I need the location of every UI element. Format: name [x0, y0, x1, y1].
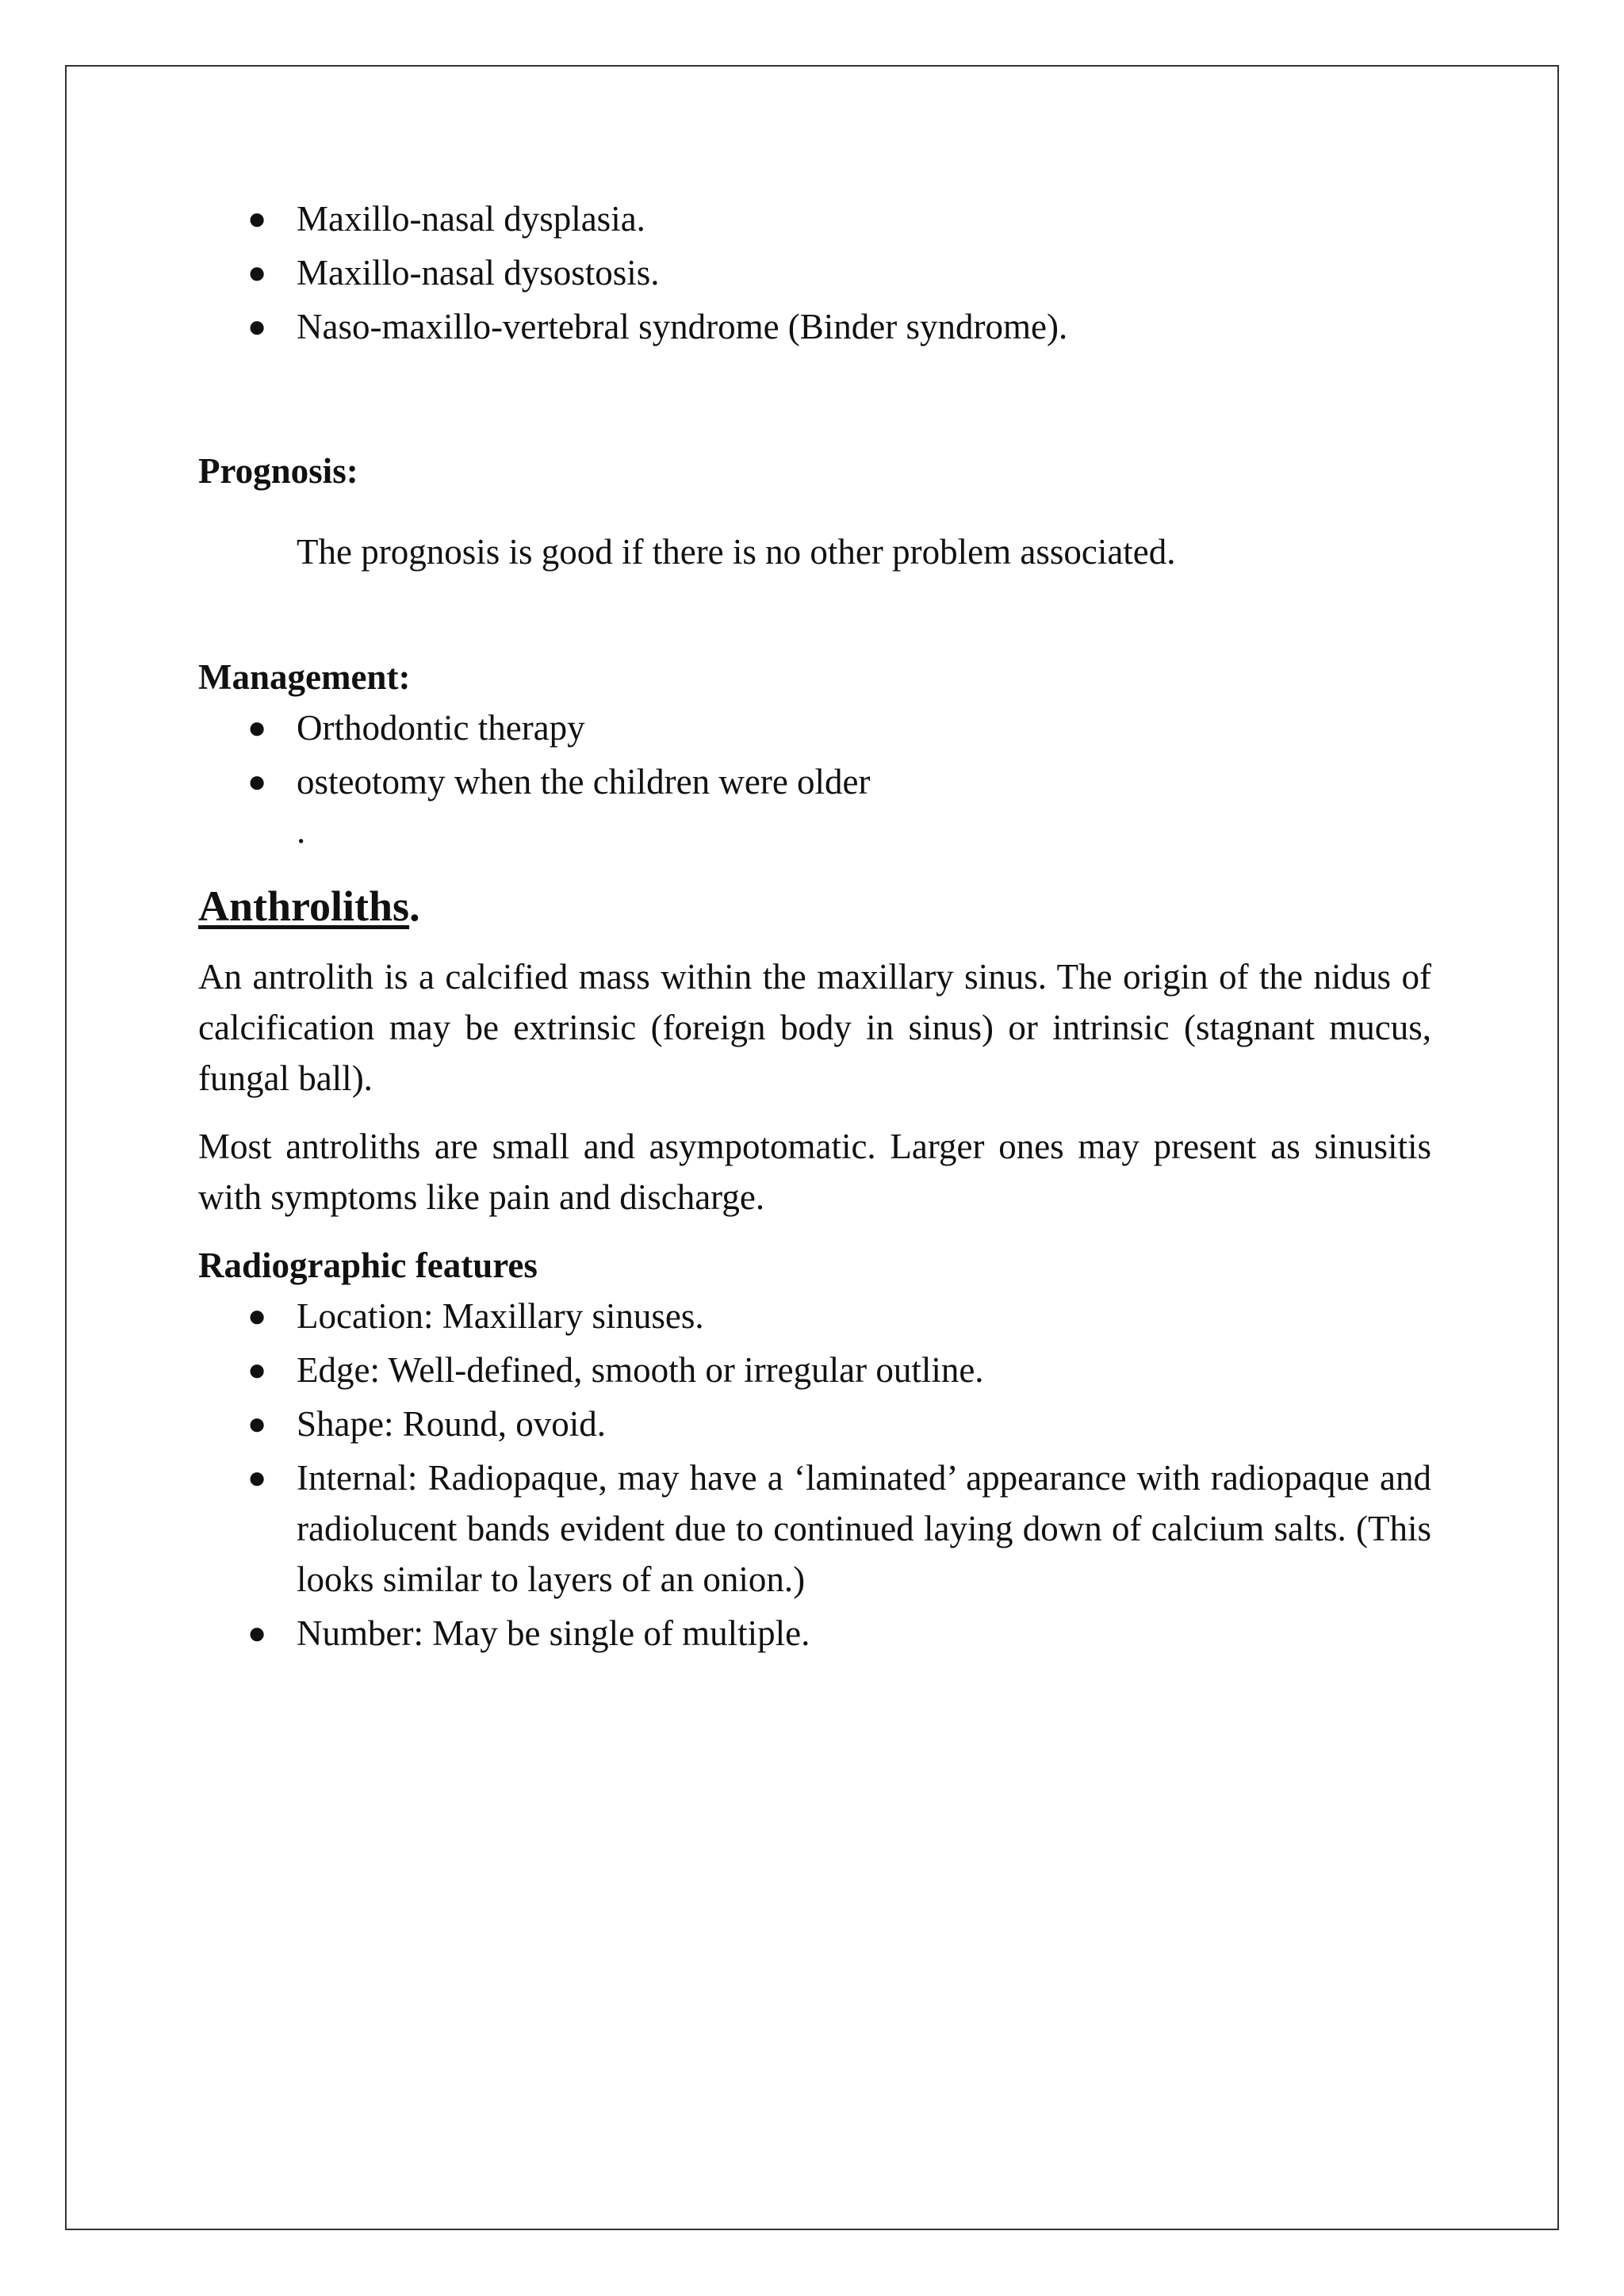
prognosis-heading: Prognosis:: [198, 451, 358, 491]
list-item: ● Maxillo-nasal dysplasia.: [198, 193, 1431, 244]
bullet-icon: ●: [247, 201, 267, 236]
anthroliths-title-suffix: .: [409, 882, 420, 930]
list-item: ● Location: Maxillary sinuses.: [198, 1291, 1431, 1341]
anthroliths-paragraph-2: Most antroliths are small and asympotomatic. Larger ones may present as sinusitis with symptoms like pain and discharge.: [198, 1127, 1431, 1217]
document-body: [198, 193, 1431, 1662]
syndrome-list: [198, 193, 1431, 352]
management-list: [198, 702, 1431, 807]
list-item: ● osteotomy when the children were older: [198, 756, 1431, 807]
bullet-icon: ●: [247, 308, 267, 344]
list-item: ● Edge: Well-defined, smooth or irregular outline.: [198, 1345, 1431, 1395]
anthroliths-title-text: Anthroliths: [198, 882, 410, 930]
bullet-icon: ●: [247, 254, 267, 290]
bullet-icon: ●: [247, 710, 267, 745]
prognosis-text: The prognosis is good if there is no other problem associated.: [297, 532, 1176, 572]
list-item: ● Internal: Radiopaque, may have a ‘laminated’ appearance with radiopaque and radiolucent bands evident due to continued laying down of calcium salts. (This looks similar to layers of an onion.): [198, 1452, 1431, 1605]
trailing-mark: .: [297, 811, 306, 851]
bullet-icon: ●: [247, 763, 267, 799]
radiographic-heading: Radiographic features: [198, 1246, 538, 1285]
bullet-icon: ●: [247, 1298, 267, 1334]
bullet-icon: ●: [247, 1615, 267, 1651]
bullet-icon: ●: [247, 1352, 267, 1387]
management-heading: Management:: [198, 657, 411, 697]
list-item: ● Naso-maxillo-vertebral syndrome (Binder syndrome).: [198, 301, 1431, 352]
anthroliths-paragraph-1: An antrolith is a calcified mass within the maxillary sinus. The origin of the nidus of calcification may be extrinsic (foreign body in sinus) or intrinsic (stagnant mucus, fungal ball).: [198, 957, 1431, 1098]
list-item: ● Shape: Round, ovoid.: [198, 1399, 1431, 1449]
list-item: ● Number: May be single of multiple.: [198, 1608, 1431, 1659]
bullet-icon: ●: [247, 1406, 267, 1441]
list-item: ● Orthodontic therapy: [198, 702, 1431, 753]
bullet-icon: ●: [247, 1460, 267, 1495]
radiographic-list: [198, 1291, 1431, 1659]
anthroliths-title: [198, 878, 1431, 934]
list-item: ● Maxillo-nasal dysostosis.: [198, 247, 1431, 298]
